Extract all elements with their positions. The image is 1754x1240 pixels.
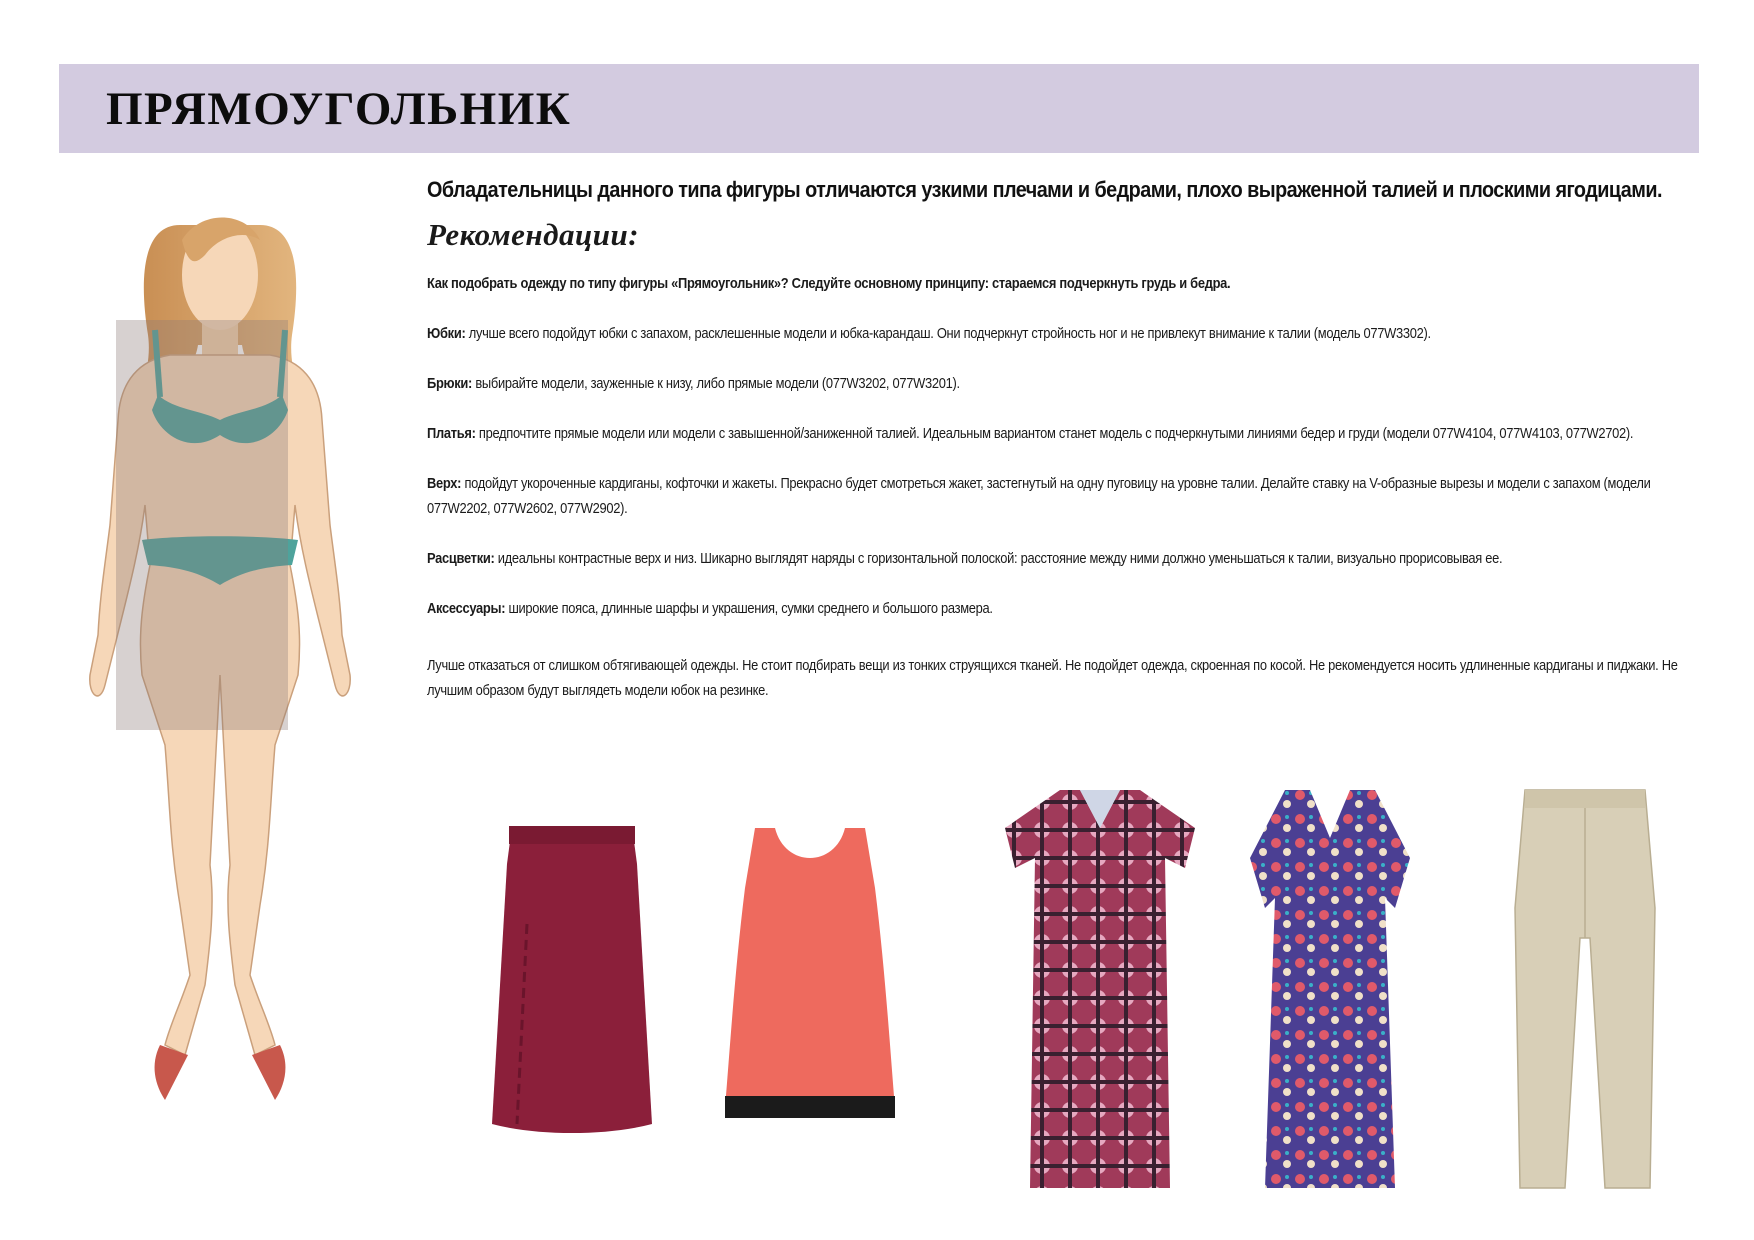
item-accessories: Аксессуары: широкие пояса, длинные шарфы и украшения, сумки среднего и большого размера. [427,600,993,617]
dress-print-2-image [1245,788,1415,1198]
item-skirts: Юбки: лучше всего подойдут юбки с запахом, расклешенные модели и юбка-карандаш. Они подчеркнут стройность ног и не привлекут внимание к талии (модель 077W3302). [427,325,1431,342]
page-title: ПРЯМОУГОЛЬНИК [106,83,572,135]
intro-text: Обладательницы данного типа фигуры отличаются узкими плечами и бедрами, плохо выраженной талией и плоскими ягодицами. [427,177,1662,202]
title-banner [59,64,1699,153]
main-content [427,172,1707,703]
lead-text: Как подобрать одежду по типу фигуры «Прямоугольник»? Следуйте основному принципу: стараемся подчеркнуть грудь и бедра. [427,275,1231,292]
avoid-text: Лучше отказаться от слишком обтягивающей одежды. Не стоит подбирать вещи из тонких струящихся тканей. Не подойдет одежда, скроенная по косой. Не рекомендуется носить удлиненные кардиганы и пиджаки. Не лучшим образом будут выглядеть модели юбок на резинке. [427,657,1678,699]
item-colors: Расцветки: идеальны контрастные верх и низ. Шикарно выглядят наряды с горизонтальной полоской: расстояние между ними должно уменьшаться к талии, визуально прорисовывая ее. [427,550,1503,567]
rectangle-body-figure [70,205,370,1155]
top-image [725,828,895,1128]
dress-print-1-image [1000,788,1200,1198]
recommendations-heading: Рекомендации: [427,217,640,252]
item-trousers: Брюки: выбирайте модели, зауженные к низу, либо прямые модели (077W3202, 077W3201). [427,375,960,392]
item-tops: Верх: подойдут укороченные кардиганы, кофточки и жакеты. Прекрасно будет смотреться жакет, застегнутый на одну пуговицу на уровне талии. Делайте ставку на V-образные вырезы и модели с запахом (модели 077W2202, 077W2602, 077W2902). [427,475,1651,517]
item-dresses: Платья: предпочтите прямые модели или модели с завышенной/заниженной талией. Идеальным вариантом станет модель с подчеркнутыми линиями бедер и груди (модели 077W4104, 077W4103, 077W2702). [427,425,1634,442]
trousers-image [1510,788,1660,1198]
skirt-image [487,824,657,1144]
product-gallery [475,788,1675,1208]
